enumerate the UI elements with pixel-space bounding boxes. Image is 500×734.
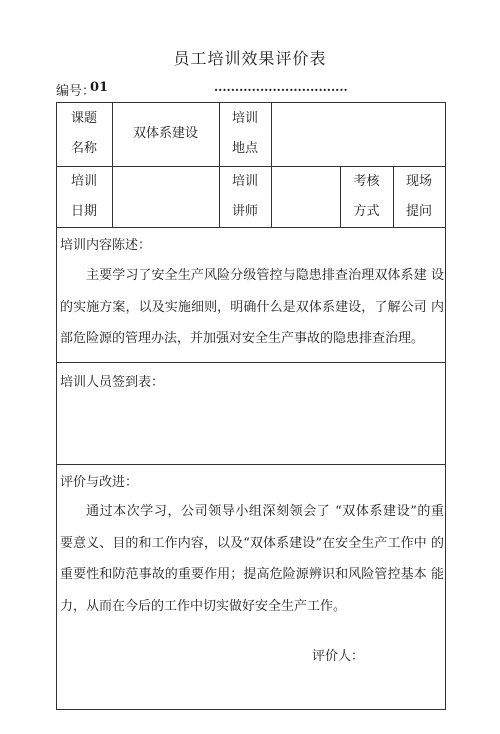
row-divider-2 bbox=[56, 227, 446, 228]
evaluation-text: 通过本次学习，公司领导小组深刻领会了 “双体系建设”的重 要意义、目的和工作内容，以及“双体系建设”在安全生产工作中 的重要性和防范事故的重要作用；提高危险源辨识和风险管控基本 能力，从而在今后的工作中切实做好安全生产工作。 bbox=[60, 504, 444, 614]
table-border-bottom bbox=[56, 709, 446, 710]
training-place-label: 培训 地点 bbox=[231, 111, 258, 156]
trainer-label: 培训 讲师 bbox=[231, 174, 258, 219]
training-content-label: 培训内容陈述： bbox=[60, 238, 152, 253]
row-divider-4 bbox=[56, 464, 446, 465]
training-date-label: 培训 日期 bbox=[70, 174, 97, 219]
training-content-text: 主要学习了安全生产风险分级管控与隐患排查治理双体系建 设的实施方案，以及实施细则，明确什么是双体系建设，了解公司 内部危险源的管理办法，并加强对安全生产事故的隐患排查治理。 bbox=[60, 268, 444, 346]
col-divider-r1-c bbox=[271, 102, 272, 227]
topic-name-label: 课题 名称 bbox=[70, 111, 97, 156]
page-title: 员工培训效果评价表 bbox=[173, 49, 327, 68]
attendance-sheet-label: 培训人员签到表： bbox=[60, 375, 165, 390]
evaluation-form-table bbox=[56, 102, 446, 710]
assessment-method-value: 现场 提问 bbox=[405, 174, 432, 219]
evaluation-label: 评价与改进： bbox=[60, 475, 139, 490]
assessment-method-label: 考核 方式 bbox=[353, 174, 380, 219]
row-divider-3 bbox=[56, 362, 446, 363]
serial-value: 01 bbox=[90, 80, 109, 95]
serial-dotted-leader: ................................ bbox=[214, 80, 348, 94]
topic-name-value: 双体系建设 bbox=[132, 126, 198, 141]
serial-label: 编号： bbox=[56, 84, 96, 99]
table-border-top bbox=[56, 102, 446, 103]
serial-number-row bbox=[56, 80, 456, 100]
evaluator-label: 评价人： bbox=[312, 649, 365, 664]
table-border-right bbox=[445, 102, 446, 710]
